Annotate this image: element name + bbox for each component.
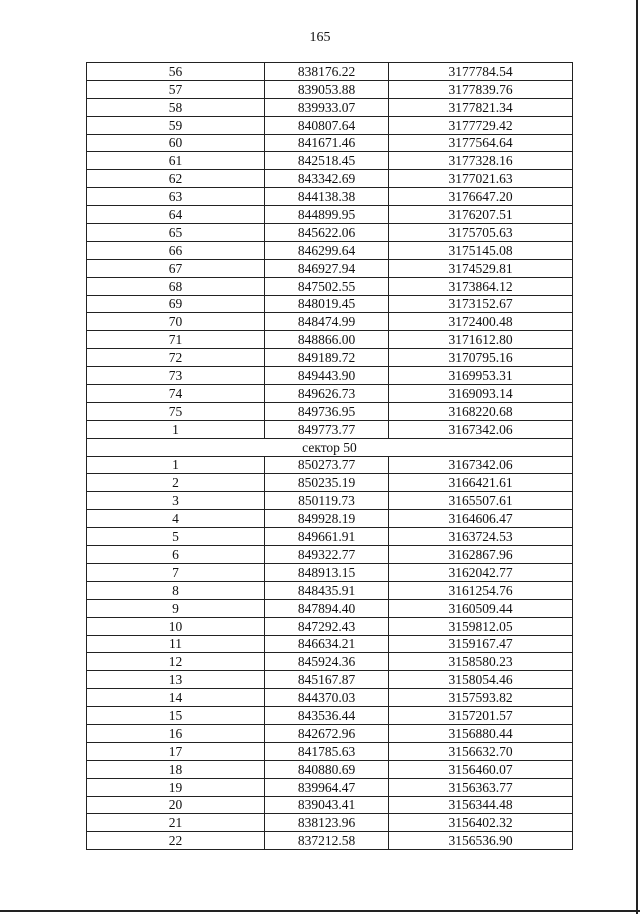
y-coordinate-cell: 3177021.63 — [389, 170, 573, 188]
table-row — [87, 671, 573, 689]
sector-header — [87, 438, 573, 456]
table-row — [87, 188, 573, 206]
y-coordinate-cell: 3160509.44 — [389, 599, 573, 617]
y-coordinate-cell: 3161254.76 — [389, 581, 573, 599]
y-coordinate-cell: 3165507.61 — [389, 492, 573, 510]
y-coordinate-cell: 3174529.81 — [389, 259, 573, 277]
point-number-cell: 12 — [87, 653, 265, 671]
y-coordinate-cell: 3169953.31 — [389, 367, 573, 385]
y-coordinate-cell: 3156536.90 — [389, 832, 573, 850]
x-coordinate-cell: 847502.55 — [265, 277, 389, 295]
x-coordinate-cell: 841785.63 — [265, 742, 389, 760]
table-row — [87, 134, 573, 152]
table-row — [87, 528, 573, 546]
point-number-cell: 10 — [87, 617, 265, 635]
x-coordinate-cell: 849661.91 — [265, 528, 389, 546]
table-row — [87, 635, 573, 653]
x-coordinate-cell: 839964.47 — [265, 778, 389, 796]
table-row — [87, 546, 573, 564]
point-number-cell: 62 — [87, 170, 265, 188]
point-number-cell: 66 — [87, 241, 265, 259]
table-row — [87, 349, 573, 367]
point-number-cell: 22 — [87, 832, 265, 850]
x-coordinate-cell: 849443.90 — [265, 367, 389, 385]
point-number-cell: 69 — [87, 295, 265, 313]
coordinates-table — [86, 62, 573, 850]
point-number-cell: 58 — [87, 98, 265, 116]
y-coordinate-cell: 3157593.82 — [389, 689, 573, 707]
point-number-cell: 19 — [87, 778, 265, 796]
y-coordinate-cell: 3169093.14 — [389, 385, 573, 403]
x-coordinate-cell: 848866.00 — [265, 331, 389, 349]
table-row — [87, 742, 573, 760]
y-coordinate-cell: 3168220.68 — [389, 402, 573, 420]
point-number-cell: 8 — [87, 581, 265, 599]
table-row — [87, 277, 573, 295]
point-number-cell: 9 — [87, 599, 265, 617]
x-coordinate-cell: 839053.88 — [265, 80, 389, 98]
point-number-cell: 15 — [87, 707, 265, 725]
y-coordinate-cell: 3175145.08 — [389, 241, 573, 259]
y-coordinate-cell: 3159812.05 — [389, 617, 573, 635]
x-coordinate-cell: 848913.15 — [265, 563, 389, 581]
y-coordinate-cell: 3156460.07 — [389, 760, 573, 778]
x-coordinate-cell: 850273.77 — [265, 456, 389, 474]
x-coordinate-cell: 838123.96 — [265, 814, 389, 832]
y-coordinate-cell: 3164606.47 — [389, 510, 573, 528]
x-coordinate-cell: 849773.77 — [265, 420, 389, 438]
y-coordinate-cell: 3158580.23 — [389, 653, 573, 671]
table-row — [87, 689, 573, 707]
table-row — [87, 170, 573, 188]
x-coordinate-cell: 840880.69 — [265, 760, 389, 778]
table-row — [87, 224, 573, 242]
table-row — [87, 796, 573, 814]
x-coordinate-cell: 848019.45 — [265, 295, 389, 313]
point-number-cell: 6 — [87, 546, 265, 564]
table-row — [87, 778, 573, 796]
x-coordinate-cell: 848435.91 — [265, 581, 389, 599]
table-row — [87, 617, 573, 635]
table-row — [87, 760, 573, 778]
x-coordinate-cell: 849928.19 — [265, 510, 389, 528]
point-number-cell: 21 — [87, 814, 265, 832]
y-coordinate-cell: 3176647.20 — [389, 188, 573, 206]
x-coordinate-cell: 843342.69 — [265, 170, 389, 188]
point-number-cell: 3 — [87, 492, 265, 510]
table-row — [87, 474, 573, 492]
table-row — [87, 814, 573, 832]
y-coordinate-cell: 3162867.96 — [389, 546, 573, 564]
table-row — [87, 599, 573, 617]
table-row — [87, 116, 573, 134]
table-row — [87, 420, 573, 438]
table-row — [87, 259, 573, 277]
rows-after-sector — [87, 456, 573, 850]
y-coordinate-cell: 3177729.42 — [389, 116, 573, 134]
x-coordinate-cell: 849322.77 — [265, 546, 389, 564]
point-number-cell: 63 — [87, 188, 265, 206]
table-row — [87, 707, 573, 725]
point-number-cell: 61 — [87, 152, 265, 170]
y-coordinate-cell: 3170795.16 — [389, 349, 573, 367]
point-number-cell: 16 — [87, 724, 265, 742]
y-coordinate-cell: 3157201.57 — [389, 707, 573, 725]
point-number-cell: 4 — [87, 510, 265, 528]
table-row — [87, 653, 573, 671]
x-coordinate-cell: 844899.95 — [265, 206, 389, 224]
x-coordinate-cell: 840807.64 — [265, 116, 389, 134]
x-coordinate-cell: 838176.22 — [265, 63, 389, 81]
x-coordinate-cell: 847292.43 — [265, 617, 389, 635]
table-row — [87, 241, 573, 259]
page-edge-bottom — [0, 910, 640, 912]
point-number-cell: 72 — [87, 349, 265, 367]
table-row — [87, 98, 573, 116]
y-coordinate-cell: 3177839.76 — [389, 80, 573, 98]
y-coordinate-cell: 3177564.64 — [389, 134, 573, 152]
y-coordinate-cell: 3159167.47 — [389, 635, 573, 653]
x-coordinate-cell: 841671.46 — [265, 134, 389, 152]
rows-before-sector — [87, 63, 573, 439]
point-number-cell: 13 — [87, 671, 265, 689]
point-number-cell: 67 — [87, 259, 265, 277]
x-coordinate-cell: 845622.06 — [265, 224, 389, 242]
table-row — [87, 832, 573, 850]
point-number-cell: 14 — [87, 689, 265, 707]
page-edge-right — [636, 0, 638, 914]
table-row — [87, 385, 573, 403]
x-coordinate-cell: 842518.45 — [265, 152, 389, 170]
table-row — [87, 80, 573, 98]
y-coordinate-cell: 3156880.44 — [389, 724, 573, 742]
x-coordinate-cell: 849189.72 — [265, 349, 389, 367]
point-number-cell: 18 — [87, 760, 265, 778]
point-number-cell: 60 — [87, 134, 265, 152]
point-number-cell: 68 — [87, 277, 265, 295]
point-number-cell: 59 — [87, 116, 265, 134]
sector-label: сектор 50 — [87, 438, 573, 456]
y-coordinate-cell: 3177821.34 — [389, 98, 573, 116]
y-coordinate-cell: 3166421.61 — [389, 474, 573, 492]
x-coordinate-cell: 845924.36 — [265, 653, 389, 671]
table-row — [87, 724, 573, 742]
table-row — [87, 510, 573, 528]
point-number-cell: 64 — [87, 206, 265, 224]
x-coordinate-cell: 849626.73 — [265, 385, 389, 403]
y-coordinate-cell: 3173152.67 — [389, 295, 573, 313]
y-coordinate-cell: 3156363.77 — [389, 778, 573, 796]
y-coordinate-cell: 3156402.32 — [389, 814, 573, 832]
x-coordinate-cell: 847894.40 — [265, 599, 389, 617]
sector-row — [87, 438, 573, 456]
table-row — [87, 563, 573, 581]
x-coordinate-cell: 849736.95 — [265, 402, 389, 420]
point-number-cell: 1 — [87, 420, 265, 438]
table-row — [87, 492, 573, 510]
y-coordinate-cell: 3173864.12 — [389, 277, 573, 295]
table-row — [87, 402, 573, 420]
table-row — [87, 206, 573, 224]
x-coordinate-cell: 839043.41 — [265, 796, 389, 814]
x-coordinate-cell: 843536.44 — [265, 707, 389, 725]
x-coordinate-cell: 842672.96 — [265, 724, 389, 742]
x-coordinate-cell: 846634.21 — [265, 635, 389, 653]
point-number-cell: 5 — [87, 528, 265, 546]
y-coordinate-cell: 3175705.63 — [389, 224, 573, 242]
point-number-cell: 1 — [87, 456, 265, 474]
table-row — [87, 295, 573, 313]
table-row — [87, 63, 573, 81]
table-row — [87, 331, 573, 349]
y-coordinate-cell: 3167342.06 — [389, 456, 573, 474]
y-coordinate-cell: 3177784.54 — [389, 63, 573, 81]
y-coordinate-cell: 3167342.06 — [389, 420, 573, 438]
y-coordinate-cell: 3156632.70 — [389, 742, 573, 760]
x-coordinate-cell: 837212.58 — [265, 832, 389, 850]
table-row — [87, 581, 573, 599]
point-number-cell: 71 — [87, 331, 265, 349]
y-coordinate-cell: 3163724.53 — [389, 528, 573, 546]
point-number-cell: 2 — [87, 474, 265, 492]
page-number: 165 — [309, 30, 331, 45]
y-coordinate-cell: 3176207.51 — [389, 206, 573, 224]
point-number-cell: 57 — [87, 80, 265, 98]
x-coordinate-cell: 850119.73 — [265, 492, 389, 510]
table-row — [87, 152, 573, 170]
x-coordinate-cell: 844370.03 — [265, 689, 389, 707]
x-coordinate-cell: 845167.87 — [265, 671, 389, 689]
y-coordinate-cell: 3172400.48 — [389, 313, 573, 331]
point-number-cell: 11 — [87, 635, 265, 653]
x-coordinate-cell: 850235.19 — [265, 474, 389, 492]
point-number-cell: 75 — [87, 402, 265, 420]
y-coordinate-cell: 3177328.16 — [389, 152, 573, 170]
y-coordinate-cell: 3171612.80 — [389, 331, 573, 349]
table-row — [87, 456, 573, 474]
point-number-cell: 7 — [87, 563, 265, 581]
table-row — [87, 367, 573, 385]
x-coordinate-cell: 846927.94 — [265, 259, 389, 277]
x-coordinate-cell: 839933.07 — [265, 98, 389, 116]
x-coordinate-cell: 844138.38 — [265, 188, 389, 206]
point-number-cell: 73 — [87, 367, 265, 385]
point-number-cell: 20 — [87, 796, 265, 814]
table-row — [87, 313, 573, 331]
x-coordinate-cell: 846299.64 — [265, 241, 389, 259]
point-number-cell: 74 — [87, 385, 265, 403]
point-number-cell: 70 — [87, 313, 265, 331]
y-coordinate-cell: 3162042.77 — [389, 563, 573, 581]
point-number-cell: 65 — [87, 224, 265, 242]
y-coordinate-cell: 3156344.48 — [389, 796, 573, 814]
point-number-cell: 56 — [87, 63, 265, 81]
x-coordinate-cell: 848474.99 — [265, 313, 389, 331]
y-coordinate-cell: 3158054.46 — [389, 671, 573, 689]
point-number-cell: 17 — [87, 742, 265, 760]
